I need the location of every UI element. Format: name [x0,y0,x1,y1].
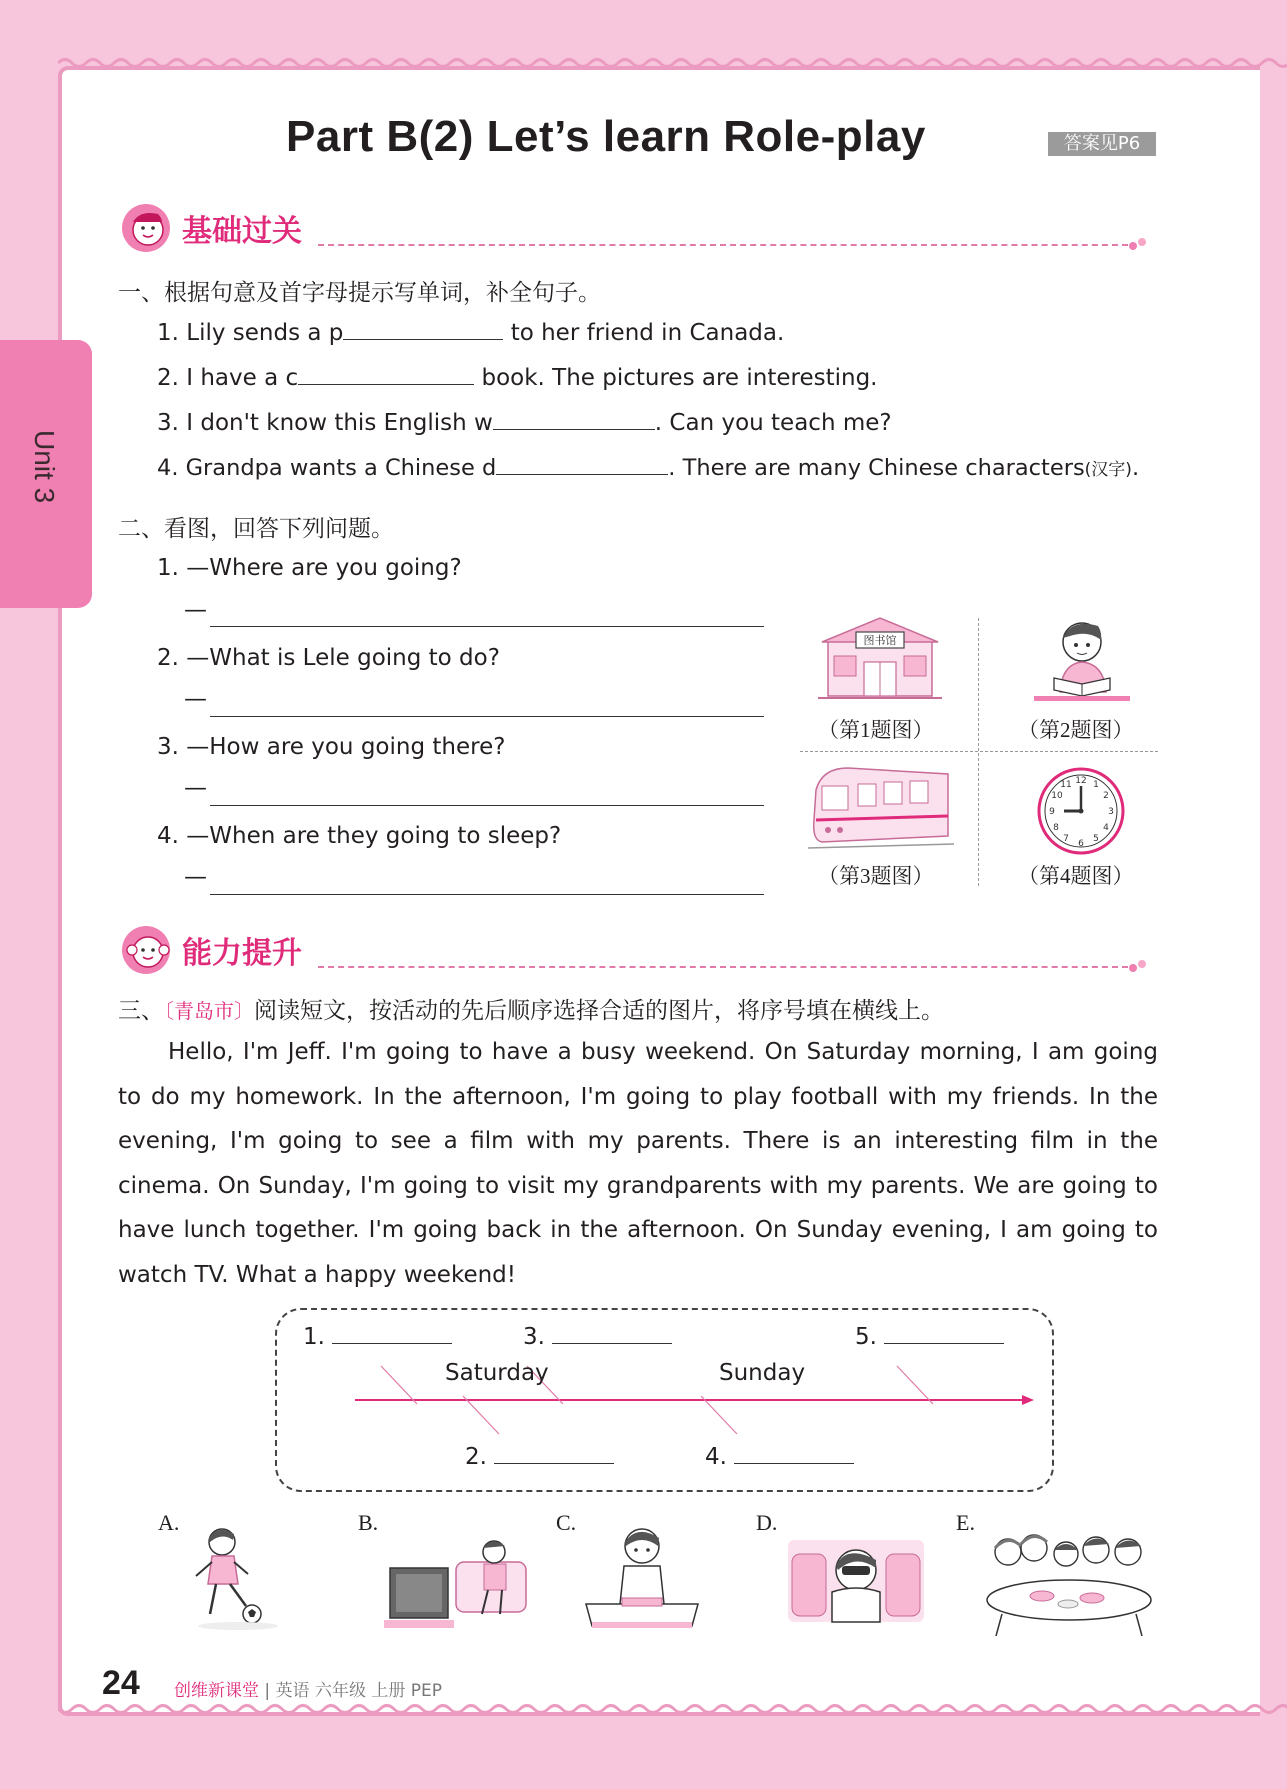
monkey-avatar-icon [118,922,174,978]
unit-tab-label: Unit 3 [29,430,60,504]
footer-separator: | [264,1681,271,1701]
slot-3-number: 3. [523,1324,545,1350]
section-ability-title: 能力提升 [182,936,302,971]
answer-dash-1: — [184,597,207,623]
slot-2-number: 2. [465,1444,487,1470]
sentence-4-start: 4. Grandpa wants a Chinese d [157,455,497,481]
sentence-4-period: . [1131,455,1140,481]
sentence-4-note: (汉字) [1084,460,1132,480]
question-1: 1. —Where are you going? [157,555,462,581]
clock-numeral: 9 [1049,807,1055,817]
fill-sentence-1 [157,320,784,346]
answer-dash-3: — [184,775,207,801]
slot-5-number: 5. [855,1324,877,1350]
section-divider [318,966,1128,968]
reading-passage [118,1030,1158,1297]
boy-reading-picture [1032,612,1132,704]
timeline-box [275,1308,1054,1492]
question-2: 2. —What is Lele going to do? [157,645,500,671]
page-title: Part B(2) Let’s learn Role-play [286,112,926,161]
timeline-blank-1[interactable] [332,1343,452,1344]
timeline-blank-2[interactable] [494,1463,614,1464]
clock-numeral: 7 [1063,834,1069,844]
figure-grid-divider [978,618,979,886]
option-c-letter: C. [556,1510,577,1535]
section-divider [318,244,1128,246]
option-e-family-lunch-picture[interactable] [982,1524,1156,1636]
answer-dash-2: — [184,686,207,712]
slot-4-number: 4. [705,1444,727,1470]
timeline-slot-3 [523,1324,672,1350]
figure-caption-2: （第2题图） [1018,718,1134,742]
answer-blank-3[interactable] [493,429,655,430]
library-sign-text: 图书馆 [863,634,897,647]
timeline-slot-5 [855,1324,1004,1350]
answer-line-1[interactable] [210,626,764,627]
decorative-dots-icon [1128,958,1148,974]
passage-text: Hello, I'm Jeff. I'm going to have a busy weekend. On Saturday morning, I am going to do my homework. In the afternoon, I'm going to play football with my friends. In the evening, I'm going to see a film with my parents. There is an interesting film in the cinema. On Sunday, I'm going to visit my grandparents with my parents. We are going to have lunch together. I'm going back in the afternoon. On Sunday evening, I am going to watch TV. What a happy weekend! [118,1039,1158,1288]
section-ability-header [118,922,1158,978]
unit-tab [0,340,92,608]
timeline-day-saturday: Saturday [445,1360,549,1386]
part3-instruction-text: 阅读短文，按活动的先后顺序选择合适的图片，将序号填在横线上。 [254,998,944,1024]
answer-blank-4[interactable] [496,474,668,475]
option-a-letter: A. [158,1510,180,1535]
answer-line-4[interactable] [210,894,764,895]
question-3: 3. —How are you going there? [157,734,506,760]
clock-numeral: 1 [1093,780,1099,790]
clock-numeral: 2 [1103,791,1109,801]
figure-caption-4: （第4题图） [1018,864,1134,888]
city-tag: 〔青岛市〕 [164,999,254,1023]
timeline-slot-2 [465,1444,614,1470]
option-c-homework-picture[interactable] [582,1522,702,1632]
timeline-blank-5[interactable] [884,1343,1004,1344]
clock-picture [1036,766,1126,856]
decorative-dots-icon [1128,236,1148,252]
footer-publication [174,1676,442,1701]
answer-reference: 答案见P6 [1048,132,1156,156]
clock-numeral: 5 [1093,834,1099,844]
fill-sentence-2 [157,365,878,391]
figure-caption-3: （第3题图） [818,864,934,888]
option-e-letter: E. [956,1510,975,1535]
answer-line-2[interactable] [210,716,764,717]
option-b-letter: B. [358,1510,379,1535]
sentence-3-start: 3. I don't know this English w [157,410,493,436]
clock-numeral: 10 [1051,791,1063,801]
question-4: 4. —When are they going to sleep? [157,823,562,849]
fill-sentence-4 [157,455,1139,481]
figure-grid-divider [800,751,1158,752]
clock-numeral: 11 [1060,780,1072,790]
part3-instruction [118,992,944,1025]
answer-line-3[interactable] [210,805,764,806]
clock-numeral: 8 [1053,823,1059,833]
part1-instruction: 一、根据句意及首字母提示写单词，补全句子。 [118,280,601,306]
option-a-football-picture[interactable] [188,1522,298,1632]
footer-info: 英语 六年级 上册 PEP [275,1681,443,1701]
clock-numeral: 12 [1075,776,1087,786]
girl-avatar-icon [118,200,174,256]
timeline-blank-4[interactable] [734,1463,854,1464]
figure-caption-1: （第1题图） [818,718,934,742]
timeline-blank-3[interactable] [552,1343,672,1344]
option-d-cinema-picture[interactable] [786,1530,926,1624]
sentence-1-start: 1. Lily sends a p [157,320,344,346]
part3-prefix: 三、 [118,998,164,1024]
section-basic-title: 基础过关 [182,214,302,249]
option-b-watch-tv-picture[interactable] [384,1522,530,1632]
answer-blank-2[interactable] [298,384,474,385]
clock-numeral: 6 [1078,839,1084,849]
footer-brand: 创维新课堂 [174,1681,259,1701]
timeline-day-sunday: Sunday [719,1360,806,1386]
sentence-2-end: book. The pictures are interesting. [474,365,878,391]
option-d-letter: D. [756,1510,778,1535]
answer-blank-1[interactable] [343,339,503,340]
part2-instruction: 二、看图，回答下列问题。 [118,516,394,542]
clock-numeral: 3 [1108,807,1114,817]
timeline-slot-4 [705,1444,854,1470]
library-picture [818,612,942,704]
subway-train-picture [808,760,954,852]
slot-1-number: 1. [303,1324,325,1350]
answer-dash-4: — [184,864,207,890]
timeline-slot-1 [303,1324,452,1350]
section-basic-header [118,200,1158,256]
sentence-4-end: . There are many Chinese characters [668,455,1085,481]
sentence-2-start: 2. I have a c [157,365,299,391]
sentence-1-end: to her friend in Canada. [503,320,785,346]
clock-numeral: 4 [1103,823,1109,833]
page-number: 24 [102,1664,140,1702]
sentence-3-end: . Can you teach me? [654,410,892,436]
fill-sentence-3 [157,410,892,436]
wavy-border-bottom [58,1702,1287,1716]
